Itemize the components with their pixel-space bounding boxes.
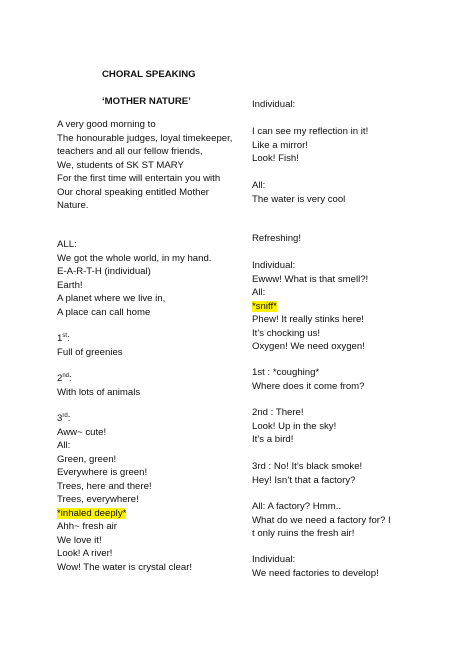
speaker-label: 3rd: xyxy=(57,412,71,424)
verse-line: Refreshing! xyxy=(252,233,302,244)
verse-line: Ahh~ fresh air xyxy=(57,521,117,532)
verse-line: Look! A river! xyxy=(57,548,113,559)
speaker-label: ALL: xyxy=(57,239,77,250)
speaker-label: Individual: xyxy=(252,554,296,565)
speaker-label: Individual: xyxy=(252,99,296,110)
verse-line: The water is very cool xyxy=(252,193,346,205)
verse-line: All: A factory? Hmm.. xyxy=(252,501,342,512)
intro-line: A very good morning to xyxy=(57,119,156,130)
highlighted-stage-direction: *inhaled deeply* xyxy=(57,507,127,519)
highlighted-stage-direction: *sniff* xyxy=(252,300,277,312)
verse-line: I can see my reflection in it! xyxy=(252,126,369,137)
verse-line: 2nd : There! xyxy=(252,407,304,418)
verse-line: We got the whole world, in my hand. xyxy=(57,252,212,264)
verse-line: A planet where we live in, xyxy=(57,293,166,304)
verse-line: Phew! It really stinks here! xyxy=(252,314,364,325)
verse-line: Look! Up in the sky! xyxy=(252,420,337,432)
verse-line: Like a mirror! xyxy=(252,139,308,151)
verse-line: Ewww! What is that smell?! xyxy=(252,273,369,285)
verse-line: Trees, here and there! xyxy=(57,480,152,492)
verse-line: It’s a bird! xyxy=(252,434,294,445)
speaker-label: All: xyxy=(57,440,71,451)
verse-line: 1st : *coughing* xyxy=(252,367,320,378)
verse-line: With lots of animals xyxy=(57,386,141,398)
verse-line: E-A-R-T-H (individual) xyxy=(57,266,151,277)
verse-line: Trees, everywhere! xyxy=(57,494,139,505)
verse-line: Everywhere is green! xyxy=(57,467,148,478)
verse-line: Green, green! xyxy=(57,453,117,465)
verse-line: 3rd : No! It’s black smoke! xyxy=(252,461,363,472)
speaker-label: 2nd: xyxy=(57,372,72,384)
document-title: CHORAL SPEAKING xyxy=(102,69,196,80)
intro-line: teachers and all our fellow friends, xyxy=(57,146,203,157)
intro-line: We, students of SK ST MARY xyxy=(57,159,184,171)
verse-line: We love it! xyxy=(57,534,102,546)
verse-line: A place can call home xyxy=(57,306,151,318)
speaker-label: Individual: xyxy=(252,260,296,271)
intro-line: Nature. xyxy=(57,200,89,211)
verse-line: We need factories to develop! xyxy=(252,567,379,579)
verse-line: Aww~ cute! xyxy=(57,426,107,438)
verse-line: What do we need a factory for? I xyxy=(252,514,391,526)
intro-line: For the first time will entertain you with xyxy=(57,173,221,184)
verse-line: Full of greenies xyxy=(57,346,123,358)
intro-line: The honourable judges, loyal timekeeper, xyxy=(57,132,233,144)
verse-line: It’s chocking us! xyxy=(252,327,321,339)
intro-line: Our choral speaking entitled Mother xyxy=(57,186,209,198)
verse-line: Look! Fish! xyxy=(252,153,299,164)
verse-line: Wow! The water is crystal clear! xyxy=(57,561,193,573)
verse-line: Oxygen! We need oxygen! xyxy=(252,341,365,352)
document-subtitle: ‘MOTHER NATURE’ xyxy=(102,96,191,107)
verse-line: Hey! Isn’t that a factory? xyxy=(252,474,356,486)
speaker-label: 1st: xyxy=(57,332,70,344)
speaker-label: All: xyxy=(252,180,266,191)
verse-line: Where does it come from? xyxy=(252,380,365,392)
verse-line: Earth! xyxy=(57,279,83,291)
verse-line: t only ruins the fresh air! xyxy=(252,528,355,539)
speaker-label: All: xyxy=(252,287,266,298)
